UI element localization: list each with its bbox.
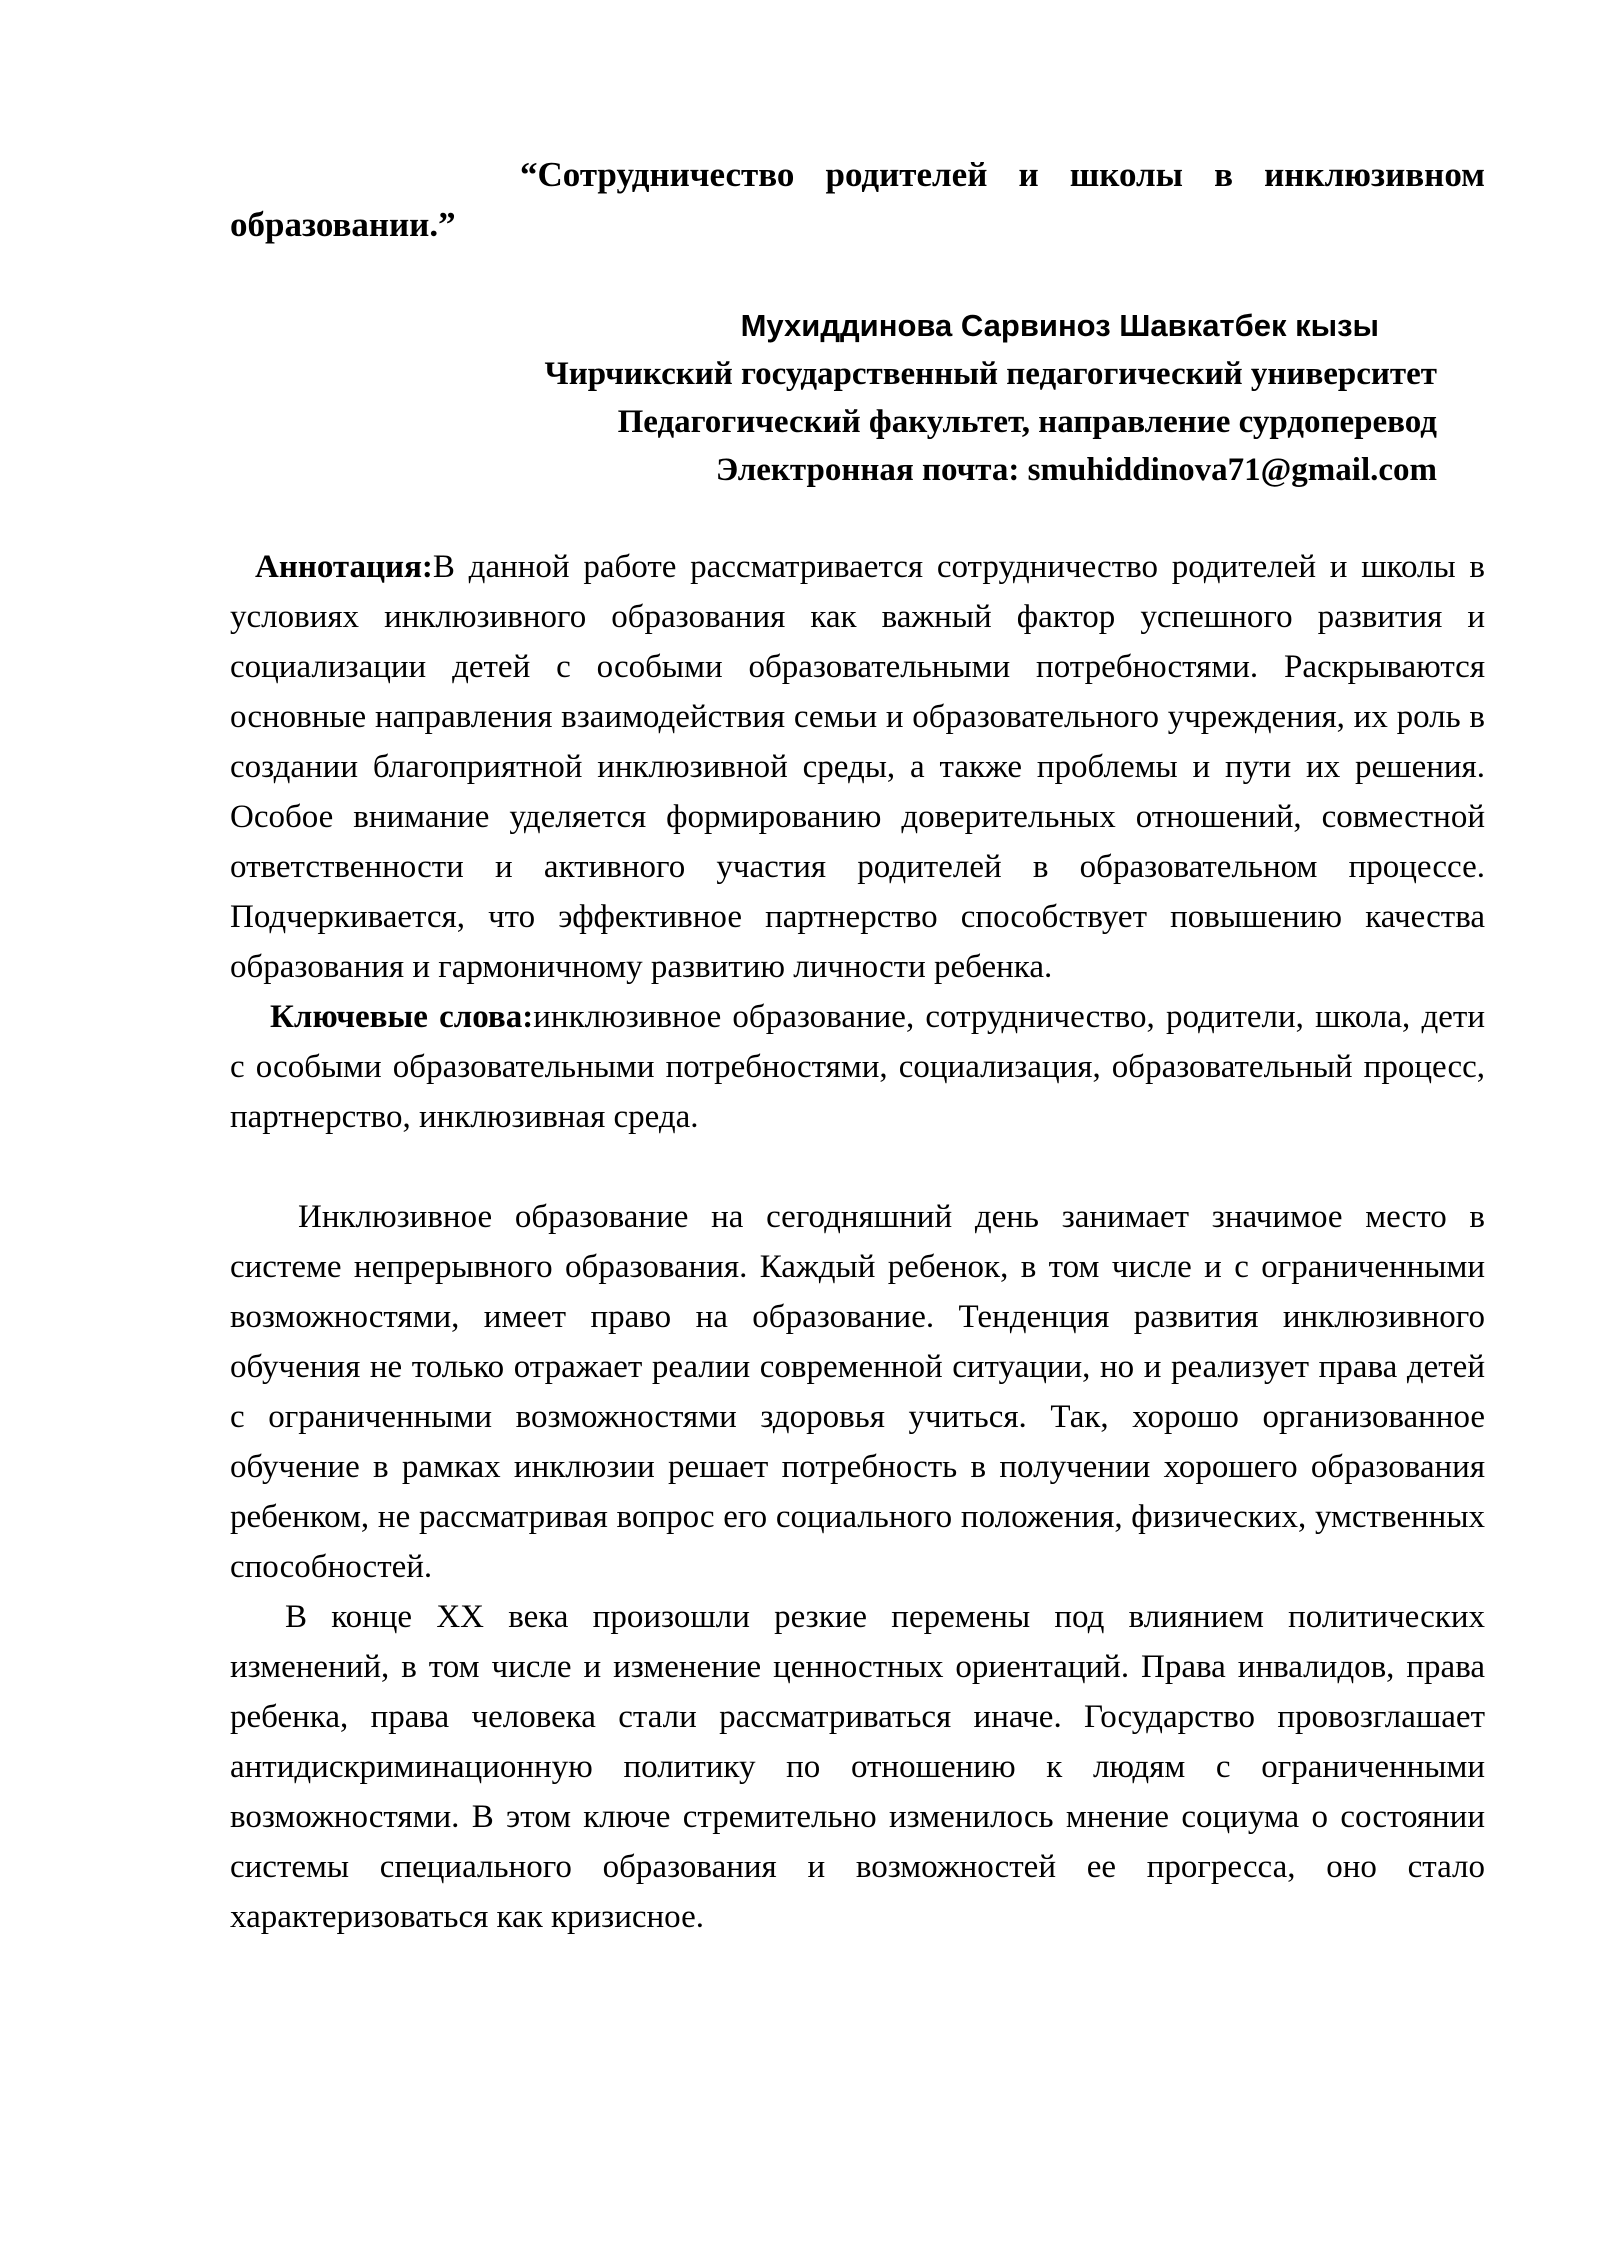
article-title: “Сотрудничество родителей и школы в инклюзивном образовании.” <box>230 155 1485 244</box>
body-paragraph-1: Инклюзивное образование на сегодняшний день занимает значимое место в системе непрерывного образования. Каждый ребенок, в том числе и с ограниченными возможностями, имеет право на образование. Тенденция развития инклюзивного обучения не только отражает реалии современной ситуации, но и реализует права детей с ограниченными возможностями здоровья учиться. Так, хорошо организованное обучение в рамках инклюзии решает потребность в получении хорошего образования ребенком, не рассматривая вопрос его социального положения, физических, умственных способностей. <box>230 1199 1485 1585</box>
keywords-text: инклюзивное образование, сотрудничество, родители, школа, дети с особыми образовательными потребностями, социализация, образовательный процесс, партнерство, инклюзивная среда. <box>230 999 1485 1135</box>
keywords-label: Ключевые слова: <box>270 999 534 1035</box>
body-paragraph-2: В конце XX века произошли резкие перемены под влиянием политических изменений, в том числе и изменение ценностных ориентаций. Права инвалидов, права ребенка, права человека стали рассматриваться иначе. Государство провозглашает антидискриминационную политику по отношению к людям с ограниченными возможностями. В этом ключе стремительно изменилось мнение социума о состоянии системы специального образования и возможностей ее прогресса, оно стало характеризоваться как кризисное. <box>230 1599 1485 1935</box>
university-name: Чирчикский государственный педагогический университет <box>544 356 1437 392</box>
article-content <box>230 150 1485 1942</box>
author-name: Мухиддинова Сарвиноз Шавкатбек кызы <box>740 308 1379 343</box>
author-email: Электронная почта: smuhiddinova71@gmail.com <box>715 452 1437 488</box>
abstract-text: В данной работе рассматривается сотрудничество родителей и школы в условиях инклюзивного образования как важный фактор успешного развития и социализации детей с особыми образовательными потребностями. Раскрываются основные направления взаимодействия семьи и образовательного учреждения, их роль в создании благоприятной инклюзивной среды, а также проблемы и пути их решения. Особое внимание уделяется формированию доверительных отношений, совместной ответственности и активного участия родителей в образовательном процессе. Подчеркивается, что эффективное партнерство способствует повышению качества образования и гармоничному развитию личности ребенка. <box>230 549 1485 985</box>
faculty-name: Педагогический факультет, направление сурдоперевод <box>617 404 1437 440</box>
author-info <box>230 302 1485 494</box>
abstract-label: Аннотация: <box>255 549 433 585</box>
keywords-paragraph <box>230 992 1485 1142</box>
abstract-paragraph <box>230 542 1485 992</box>
